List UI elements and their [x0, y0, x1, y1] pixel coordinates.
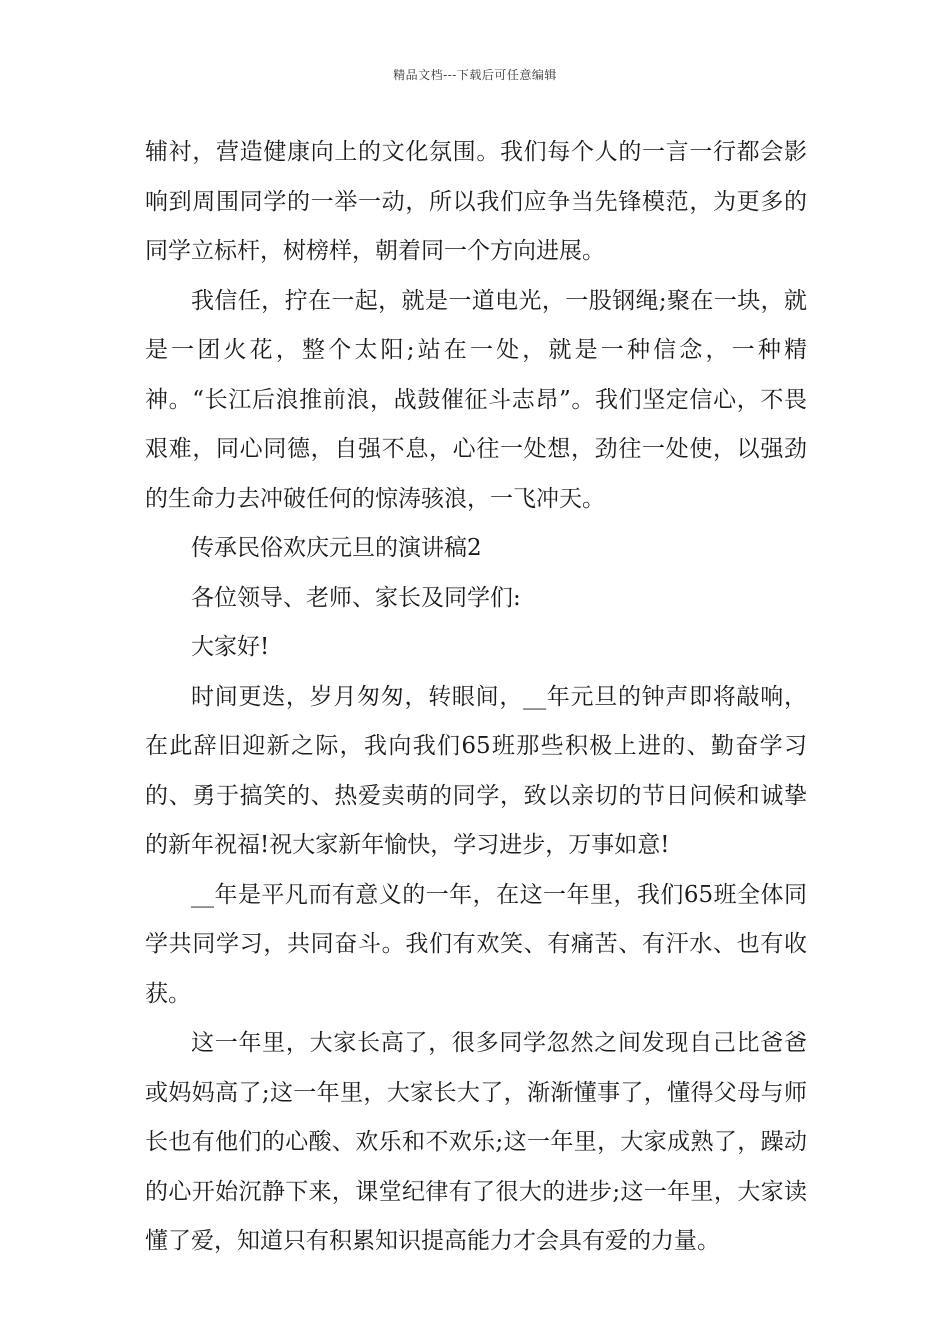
paragraph-year-review: __年是平凡而有意义的一年，在这一年里，我们65班全体同学共同学习，共同奋斗。我们有欢笑、有痛苦、有汗水、也有收获。 [145, 881, 807, 1007]
document-body [145, 128, 807, 1267]
paragraph-new-year-wishes: 时间更迭，岁月匆匆，转眼间，__年元旦的钟声即将敲响，在此辞旧迎新之际，我向我们65班那些积极上进的、勤奋学习的、勇于搞笑的、热爱卖萌的同学，致以亲切的节日问候和诚挚的新年祝福!祝大家新年愉快，学习进步，万事如意! [145, 683, 807, 858]
paragraph-belief: 我信任，拧在一起，就是一道电光，一股钢绳;聚在一块，就是一团火花，整个太阳;站在一处，就是一种信念，一种精神。“长江后浪推前浪，战鼓催征斗志昂”。我们坚定信心，不畏艰难，同心同德，自强不息，心往一处想，劲往一处使，以强劲的生命力去冲破任何的惊涛骇浪，一飞冲天。 [145, 287, 807, 512]
paragraph-continuation: 辅衬，营造健康向上的文化氛围。我们每个人的一言一行都会影响到周围同学的一举一动，所以我们应争当先锋模范，为更多的同学立标杆，树榜样，朝着同一个方向进展。 [145, 139, 807, 264]
page-header: 精品文档---下载后可任意编辑 [393, 68, 557, 82]
speech-title: 传承民俗欢庆元旦的演讲稿2 [191, 535, 482, 561]
greeting: 大家好! [191, 634, 270, 660]
salutation: 各位领导、老师、家长及同学们: [191, 584, 521, 611]
paragraph-growth: 这一年里，大家长高了，很多同学忽然之间发现自己比爸爸或妈妈高了;这一年里，大家长大了，渐渐懂事了，懂得父母与师长也有他们的心酸、欢乐和不欢乐;这一年里，大家成熟了，躁动的心开始沉静下来，课堂纪律有了很大的进步;这一年里，大家读懂了爱，知道只有积累知识提高能力才会具有爱的力量。 [145, 1030, 807, 1254]
